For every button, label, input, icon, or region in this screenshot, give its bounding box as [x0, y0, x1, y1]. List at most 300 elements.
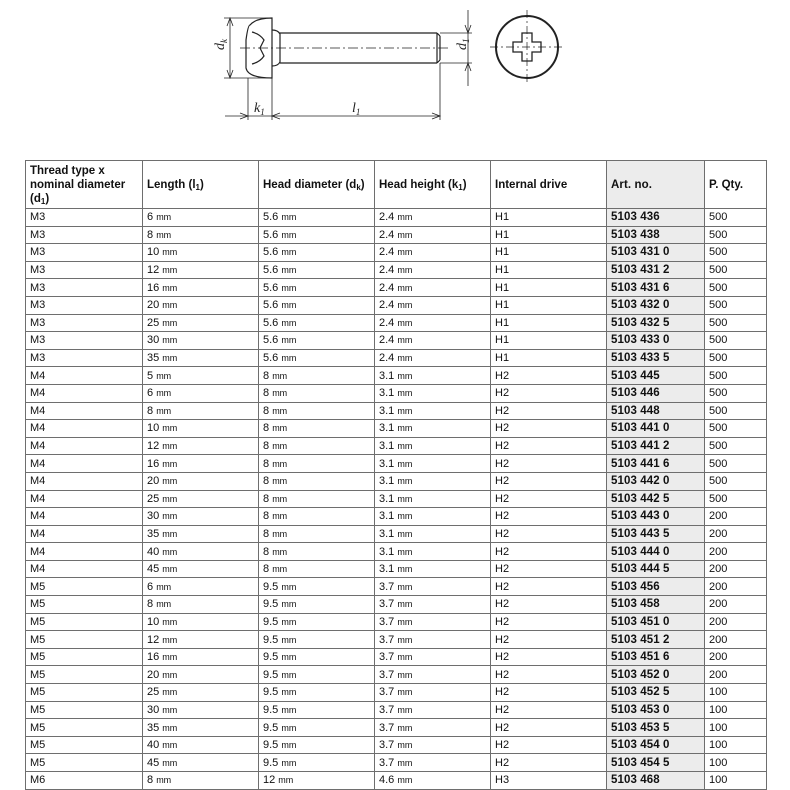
cell-pack-qty: 500	[705, 296, 767, 314]
cell-length: 30 mm	[143, 332, 259, 350]
unit-mm: mm	[397, 423, 413, 434]
cell-head-diameter: 9.5 mm	[259, 613, 375, 631]
unit-mm: mm	[397, 564, 413, 575]
cell-length: 8 mm	[143, 596, 259, 614]
unit-mm: mm	[272, 388, 288, 399]
table-row	[26, 596, 767, 614]
cell-internal-drive: H2	[491, 648, 607, 666]
cell-thread-type: M3	[26, 332, 143, 350]
unit-mm: mm	[397, 212, 413, 223]
table-row	[26, 455, 767, 473]
unit-mm: mm	[281, 282, 297, 293]
unit-mm: mm	[162, 265, 178, 276]
table-row	[26, 525, 767, 543]
cell-art-no: 5103 458	[607, 596, 705, 614]
cell-head-height: 2.4 mm	[375, 226, 491, 244]
cell-head-diameter: 8 mm	[259, 508, 375, 526]
unit-mm: mm	[281, 652, 297, 663]
unit-mm: mm	[397, 775, 413, 786]
table-row	[26, 578, 767, 596]
cell-length: 40 mm	[143, 736, 259, 754]
table-row	[26, 332, 767, 350]
cell-length: 10 mm	[143, 244, 259, 262]
unit-mm: mm	[272, 405, 288, 416]
unit-mm: mm	[281, 704, 297, 715]
cell-head-height: 3.1 mm	[375, 508, 491, 526]
cell-head-height: 2.4 mm	[375, 244, 491, 262]
header-suffix: )	[200, 178, 204, 191]
unit-mm: mm	[281, 616, 297, 627]
table-row	[26, 420, 767, 438]
cell-pack-qty: 500	[705, 314, 767, 332]
label-l1: $l_1$	[352, 101, 361, 117]
cell-pack-qty: 500	[705, 279, 767, 297]
unit-mm: mm	[397, 229, 413, 240]
cell-internal-drive: H2	[491, 543, 607, 561]
cell-length: 5 mm	[143, 367, 259, 385]
cell-art-no: 5103 432 5	[607, 314, 705, 332]
cell-art-no: 5103 442 5	[607, 490, 705, 508]
table-row	[26, 666, 767, 684]
header-head-height	[375, 161, 491, 209]
cell-thread-type: M3	[26, 226, 143, 244]
header-head-diameter	[259, 161, 375, 209]
cell-thread-type: M4	[26, 543, 143, 561]
unit-mm: mm	[397, 652, 413, 663]
cell-pack-qty: 100	[705, 754, 767, 772]
cell-head-diameter: 9.5 mm	[259, 684, 375, 702]
header-text: Internal drive	[495, 178, 568, 191]
cell-thread-type: M4	[26, 455, 143, 473]
cell-head-height: 2.4 mm	[375, 296, 491, 314]
unit-mm: mm	[397, 441, 413, 452]
cell-length: 25 mm	[143, 684, 259, 702]
cell-pack-qty: 500	[705, 437, 767, 455]
cell-art-no: 5103 441 6	[607, 455, 705, 473]
table-row	[26, 279, 767, 297]
cell-art-no: 5103 433 0	[607, 332, 705, 350]
unit-mm: mm	[156, 775, 172, 786]
cell-head-diameter: 9.5 mm	[259, 719, 375, 737]
cell-pack-qty: 500	[705, 472, 767, 490]
cell-head-height: 3.1 mm	[375, 490, 491, 508]
cell-head-height: 3.1 mm	[375, 402, 491, 420]
table-row	[26, 226, 767, 244]
cell-internal-drive: H2	[491, 754, 607, 772]
cell-thread-type: M4	[26, 472, 143, 490]
header-text: P. Qty.	[709, 178, 744, 191]
cell-internal-drive: H1	[491, 261, 607, 279]
cell-art-no: 5103 454 0	[607, 736, 705, 754]
cell-art-no: 5103 433 5	[607, 349, 705, 367]
unit-mm: mm	[397, 493, 413, 504]
unit-mm: mm	[397, 528, 413, 539]
header-text: Length (l	[147, 178, 196, 191]
unit-mm: mm	[272, 458, 288, 469]
cell-thread-type: M5	[26, 701, 143, 719]
unit-mm: mm	[272, 476, 288, 487]
cell-internal-drive: H1	[491, 226, 607, 244]
unit-mm: mm	[281, 300, 297, 311]
unit-mm: mm	[397, 757, 413, 768]
cell-head-height: 3.7 mm	[375, 578, 491, 596]
cell-head-diameter: 8 mm	[259, 472, 375, 490]
unit-mm: mm	[162, 757, 178, 768]
unit-mm: mm	[397, 616, 413, 627]
unit-mm: mm	[397, 353, 413, 364]
cell-thread-type: M5	[26, 684, 143, 702]
cell-thread-type: M4	[26, 402, 143, 420]
cell-pack-qty: 200	[705, 666, 767, 684]
cell-pack-qty: 500	[705, 455, 767, 473]
cell-head-height: 3.1 mm	[375, 437, 491, 455]
unit-mm: mm	[281, 634, 297, 645]
cell-length: 25 mm	[143, 490, 259, 508]
cell-internal-drive: H1	[491, 314, 607, 332]
cell-thread-type: M3	[26, 296, 143, 314]
cell-internal-drive: H2	[491, 666, 607, 684]
unit-mm: mm	[281, 669, 297, 680]
cell-length: 35 mm	[143, 525, 259, 543]
cell-head-diameter: 8 mm	[259, 543, 375, 561]
cell-pack-qty: 200	[705, 613, 767, 631]
label-k1: $k_1$	[254, 101, 265, 117]
cell-pack-qty: 500	[705, 384, 767, 402]
cell-head-height: 2.4 mm	[375, 332, 491, 350]
cell-thread-type: M4	[26, 525, 143, 543]
cell-head-diameter: 9.5 mm	[259, 578, 375, 596]
unit-mm: mm	[162, 722, 178, 733]
unit-mm: mm	[281, 265, 297, 276]
unit-mm: mm	[156, 405, 172, 416]
cell-head-diameter: 5.6 mm	[259, 279, 375, 297]
cell-head-diameter: 8 mm	[259, 560, 375, 578]
unit-mm: mm	[397, 317, 413, 328]
cell-internal-drive: H2	[491, 437, 607, 455]
cell-length: 12 mm	[143, 631, 259, 649]
unit-mm: mm	[156, 212, 172, 223]
cell-art-no: 5103 436	[607, 209, 705, 227]
phillips-cross-icon	[490, 10, 564, 84]
cell-art-no: 5103 446	[607, 384, 705, 402]
cell-art-no: 5103 452 0	[607, 666, 705, 684]
cell-head-height: 3.1 mm	[375, 543, 491, 561]
unit-mm: mm	[162, 423, 178, 434]
cell-length: 10 mm	[143, 420, 259, 438]
unit-mm: mm	[162, 704, 178, 715]
cell-art-no: 5103 444 0	[607, 543, 705, 561]
unit-mm: mm	[162, 353, 178, 364]
header-subscript: 1	[40, 196, 46, 206]
cell-pack-qty: 200	[705, 525, 767, 543]
header-subscript: 1	[458, 182, 463, 192]
unit-mm: mm	[281, 722, 297, 733]
unit-mm: mm	[397, 546, 413, 557]
cell-art-no: 5103 431 2	[607, 261, 705, 279]
cell-head-height: 3.7 mm	[375, 666, 491, 684]
cell-head-diameter: 5.6 mm	[259, 209, 375, 227]
cell-length: 25 mm	[143, 314, 259, 332]
cell-internal-drive: H1	[491, 332, 607, 350]
cell-head-height: 3.1 mm	[375, 420, 491, 438]
cell-length: 10 mm	[143, 613, 259, 631]
unit-mm: mm	[397, 405, 413, 416]
unit-mm: mm	[162, 511, 178, 522]
table-row	[26, 508, 767, 526]
cell-head-height: 3.7 mm	[375, 613, 491, 631]
cell-length: 20 mm	[143, 296, 259, 314]
cell-head-height: 3.7 mm	[375, 648, 491, 666]
cell-head-height: 3.1 mm	[375, 525, 491, 543]
cell-thread-type: M3	[26, 244, 143, 262]
cell-thread-type: M5	[26, 578, 143, 596]
cell-internal-drive: H2	[491, 701, 607, 719]
unit-mm: mm	[272, 564, 288, 575]
cell-art-no: 5103 443 0	[607, 508, 705, 526]
cell-pack-qty: 500	[705, 226, 767, 244]
cell-head-diameter: 8 mm	[259, 455, 375, 473]
table-row	[26, 736, 767, 754]
cell-length: 6 mm	[143, 384, 259, 402]
cell-internal-drive: H2	[491, 560, 607, 578]
cell-internal-drive: H2	[491, 472, 607, 490]
cell-length: 12 mm	[143, 437, 259, 455]
header-suffix: )	[360, 178, 365, 191]
cell-thread-type: M5	[26, 631, 143, 649]
cell-pack-qty: 100	[705, 719, 767, 737]
table-row	[26, 244, 767, 262]
cell-internal-drive: H2	[491, 684, 607, 702]
unit-mm: mm	[162, 652, 178, 663]
cell-internal-drive: H2	[491, 402, 607, 420]
cell-thread-type: M3	[26, 279, 143, 297]
cell-head-height: 2.4 mm	[375, 209, 491, 227]
unit-mm: mm	[162, 247, 178, 258]
cell-thread-type: M5	[26, 613, 143, 631]
cell-head-diameter: 8 mm	[259, 525, 375, 543]
label-dk: $d_k$	[213, 39, 229, 50]
unit-mm: mm	[162, 669, 178, 680]
unit-mm: mm	[281, 317, 297, 328]
cell-internal-drive: H3	[491, 772, 607, 790]
unit-mm: mm	[156, 370, 172, 381]
unit-mm: mm	[397, 740, 413, 751]
table-row	[26, 296, 767, 314]
unit-mm: mm	[272, 441, 288, 452]
unit-mm: mm	[281, 353, 297, 364]
cell-length: 6 mm	[143, 209, 259, 227]
cell-length: 8 mm	[143, 226, 259, 244]
table-row	[26, 772, 767, 790]
cell-internal-drive: H2	[491, 596, 607, 614]
cell-head-height: 4.6 mm	[375, 772, 491, 790]
unit-mm: mm	[281, 581, 297, 592]
cell-internal-drive: H2	[491, 719, 607, 737]
header-pack-qty	[705, 161, 767, 209]
table-row	[26, 490, 767, 508]
unit-mm: mm	[397, 704, 413, 715]
cell-head-diameter: 12 mm	[259, 772, 375, 790]
table-row	[26, 349, 767, 367]
unit-mm: mm	[397, 282, 413, 293]
cell-length: 20 mm	[143, 666, 259, 684]
cell-length: 16 mm	[143, 455, 259, 473]
unit-mm: mm	[162, 616, 178, 627]
cell-thread-type: M5	[26, 736, 143, 754]
cell-internal-drive: H1	[491, 296, 607, 314]
cell-art-no: 5103 441 2	[607, 437, 705, 455]
unit-mm: mm	[397, 370, 413, 381]
cell-pack-qty: 500	[705, 402, 767, 420]
cell-internal-drive: H2	[491, 631, 607, 649]
cell-art-no: 5103 452 5	[607, 684, 705, 702]
header-suffix: )	[45, 192, 50, 205]
cell-pack-qty: 100	[705, 701, 767, 719]
table-row	[26, 543, 767, 561]
cell-art-no: 5103 441 0	[607, 420, 705, 438]
unit-mm: mm	[281, 212, 297, 223]
cell-head-height: 2.4 mm	[375, 349, 491, 367]
unit-mm: mm	[162, 441, 178, 452]
cell-thread-type: M4	[26, 508, 143, 526]
unit-mm: mm	[281, 687, 297, 698]
cell-pack-qty: 200	[705, 596, 767, 614]
cell-internal-drive: H1	[491, 209, 607, 227]
unit-mm: mm	[281, 740, 297, 751]
cell-length: 40 mm	[143, 543, 259, 561]
cell-length: 45 mm	[143, 754, 259, 772]
header-subscript: 1	[195, 182, 200, 192]
cell-length: 8 mm	[143, 402, 259, 420]
header-thread-type	[26, 161, 143, 209]
cell-thread-type: M4	[26, 490, 143, 508]
cell-art-no: 5103 432 0	[607, 296, 705, 314]
unit-mm: mm	[162, 335, 178, 346]
cell-head-diameter: 9.5 mm	[259, 596, 375, 614]
table-row	[26, 367, 767, 385]
header-art-no	[607, 161, 705, 209]
cell-pack-qty: 200	[705, 508, 767, 526]
cell-head-diameter: 9.5 mm	[259, 701, 375, 719]
cell-head-height: 3.7 mm	[375, 754, 491, 772]
cell-length: 12 mm	[143, 261, 259, 279]
cell-pack-qty: 500	[705, 367, 767, 385]
cell-length: 35 mm	[143, 719, 259, 737]
unit-mm: mm	[162, 546, 178, 557]
unit-mm: mm	[272, 546, 288, 557]
screw-spec-table	[25, 160, 767, 790]
unit-mm: mm	[397, 634, 413, 645]
cell-art-no: 5103 443 5	[607, 525, 705, 543]
cell-pack-qty: 200	[705, 543, 767, 561]
unit-mm: mm	[397, 335, 413, 346]
table-row	[26, 631, 767, 649]
table-body	[26, 209, 767, 790]
cell-length: 35 mm	[143, 349, 259, 367]
unit-mm: mm	[162, 476, 178, 487]
unit-mm: mm	[397, 687, 413, 698]
header-length	[143, 161, 259, 209]
unit-mm: mm	[156, 581, 172, 592]
cell-pack-qty: 500	[705, 349, 767, 367]
cell-art-no: 5103 451 2	[607, 631, 705, 649]
unit-mm: mm	[162, 528, 178, 539]
cell-thread-type: M5	[26, 666, 143, 684]
cell-head-height: 3.7 mm	[375, 684, 491, 702]
cell-head-diameter: 5.6 mm	[259, 296, 375, 314]
cell-pack-qty: 200	[705, 578, 767, 596]
table-row	[26, 314, 767, 332]
cell-art-no: 5103 442 0	[607, 472, 705, 490]
table-row	[26, 402, 767, 420]
cell-pack-qty: 500	[705, 261, 767, 279]
unit-mm: mm	[156, 388, 172, 399]
cell-pack-qty: 500	[705, 490, 767, 508]
cell-head-diameter: 5.6 mm	[259, 332, 375, 350]
cell-art-no: 5103 451 6	[607, 648, 705, 666]
cell-head-diameter: 8 mm	[259, 367, 375, 385]
cell-head-diameter: 9.5 mm	[259, 754, 375, 772]
unit-mm: mm	[281, 247, 297, 258]
cell-head-height: 3.1 mm	[375, 455, 491, 473]
table-row	[26, 701, 767, 719]
cell-internal-drive: H1	[491, 349, 607, 367]
cell-pack-qty: 500	[705, 209, 767, 227]
cell-head-height: 3.1 mm	[375, 472, 491, 490]
header-internal-drive	[491, 161, 607, 209]
table-row	[26, 384, 767, 402]
table-row	[26, 684, 767, 702]
cell-length: 30 mm	[143, 508, 259, 526]
cell-thread-type: M3	[26, 209, 143, 227]
cell-art-no: 5103 431 6	[607, 279, 705, 297]
cell-thread-type: M3	[26, 261, 143, 279]
unit-mm: mm	[272, 370, 288, 381]
unit-mm: mm	[397, 300, 413, 311]
cell-pack-qty: 500	[705, 420, 767, 438]
unit-mm: mm	[156, 229, 172, 240]
cell-thread-type: M4	[26, 437, 143, 455]
cell-head-diameter: 9.5 mm	[259, 631, 375, 649]
cell-pack-qty: 100	[705, 684, 767, 702]
unit-mm: mm	[162, 493, 178, 504]
cell-internal-drive: H2	[491, 420, 607, 438]
cell-pack-qty: 200	[705, 631, 767, 649]
cell-length: 8 mm	[143, 772, 259, 790]
cell-length: 30 mm	[143, 701, 259, 719]
cell-head-diameter: 8 mm	[259, 402, 375, 420]
cell-head-height: 2.4 mm	[375, 261, 491, 279]
cell-art-no: 5103 468	[607, 772, 705, 790]
unit-mm: mm	[272, 528, 288, 539]
table-row	[26, 261, 767, 279]
cell-art-no: 5103 454 5	[607, 754, 705, 772]
unit-mm: mm	[397, 458, 413, 469]
cell-head-height: 3.7 mm	[375, 736, 491, 754]
cell-head-diameter: 9.5 mm	[259, 736, 375, 754]
cell-head-diameter: 8 mm	[259, 384, 375, 402]
table-row	[26, 719, 767, 737]
unit-mm: mm	[272, 511, 288, 522]
unit-mm: mm	[281, 335, 297, 346]
header-suffix: )	[462, 178, 467, 191]
cell-thread-type: M3	[26, 349, 143, 367]
unit-mm: mm	[397, 476, 413, 487]
cell-head-height: 3.7 mm	[375, 596, 491, 614]
unit-mm: mm	[156, 599, 172, 610]
unit-mm: mm	[281, 757, 297, 768]
table-header-row	[26, 161, 767, 209]
